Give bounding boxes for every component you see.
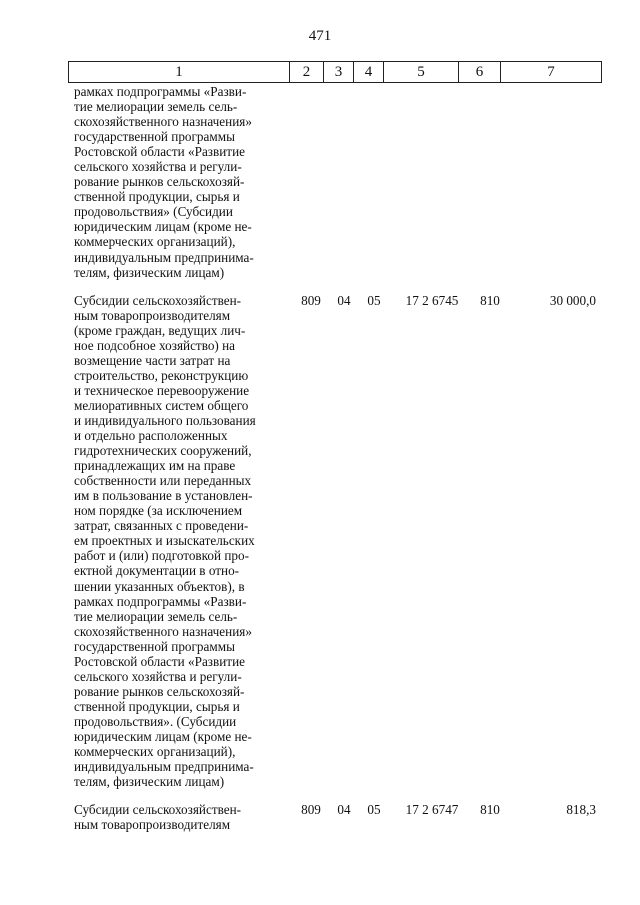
row-subsection: 05 bbox=[367, 802, 381, 818]
row-expense-type: 810 bbox=[480, 802, 500, 818]
row-target-article: 17 2 6745 bbox=[405, 292, 459, 308]
header-col-1: 1 bbox=[69, 62, 290, 83]
row-amount: 30 000,0 bbox=[549, 292, 596, 308]
row-section: 04 bbox=[337, 802, 351, 818]
row-target-article: 17 2 6747 bbox=[405, 802, 459, 818]
header-col-6: 6 bbox=[459, 62, 501, 83]
row-description: Субсидии сельскохозяйствен- ным товаропроизводителям bbox=[74, 802, 242, 833]
row-ministry-code: 809 bbox=[301, 292, 321, 308]
row-subsection: 05 bbox=[367, 292, 381, 308]
header-col-7: 7 bbox=[501, 62, 602, 83]
header-col-3: 3 bbox=[324, 62, 354, 83]
row-amount: 818,3 bbox=[566, 802, 596, 818]
row-section: 04 bbox=[337, 292, 351, 308]
row-expense-type: 810 bbox=[480, 292, 500, 308]
row-description: рамках подпрограммы «Разви- тие мелиорации земель сель- скохозяйственного назначения» государственной программы Ростовской области «Развитие сельского хозяйства и регули- рование рынков сельскохозяй- ственной продукции, сырья и продовольствия» (Субсидии юридическим лицам (кроме не- коммерческих организаций), индивидуальным предпринима- телям, физическим лицам) bbox=[74, 84, 254, 280]
header-col-2: 2 bbox=[290, 62, 324, 83]
table-row bbox=[74, 293, 604, 790]
table-body bbox=[74, 84, 604, 832]
header-col-5: 5 bbox=[384, 62, 459, 83]
header-col-4: 4 bbox=[354, 62, 384, 83]
row-description: Субсидии сельскохозяйствен- ным товаропроизводителям (кроме граждан, ведущих лич- ное подсобное хозяйство) на возмещение части затрат на строительство, реконструкцию и техническое перевооружение мелиоративных систем общего и индивидуального пользования и отдельно расположенных гидротехнических сооружений, принадлежащих им на праве собственности или переданных им в пользование в установлен- ном порядке (за исключением затрат, связанных с проведени- ем проектных и изыскательских работ и (или) подготовкой про- ектной документации в отно- шении указанных объектов), в рамках подпрограммы «Разви- тие мелиорации земель сель- скохозяйственного назначения» государственной программы Ростовской области «Развитие сельского хозяйства и регули- рование рынков сельскохозяй- ственной продукции, сырья и продовольствия». (Субсидии юридическим лицам (кроме не- коммерческих организаций), индивидуальным предпринима- телям, физическим лицам) bbox=[74, 292, 256, 790]
table-row bbox=[74, 84, 604, 280]
row-ministry-code: 809 bbox=[301, 802, 321, 818]
page-number: 471 bbox=[308, 28, 332, 44]
table-row bbox=[74, 802, 604, 832]
table-header bbox=[68, 61, 602, 83]
